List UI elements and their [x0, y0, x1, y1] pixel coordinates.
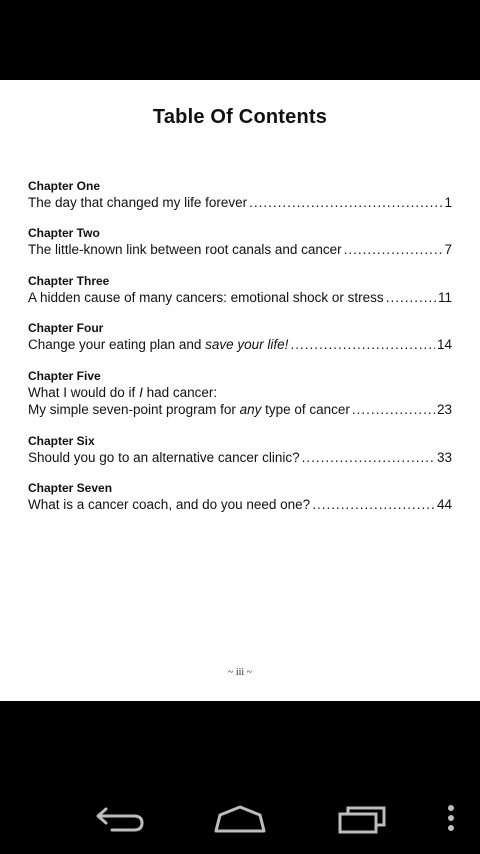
chapter-title-text: Change your eating plan and	[28, 337, 206, 352]
chapter-title: The day that changed my life forever	[28, 195, 248, 210]
chapter-title-line	[28, 449, 452, 466]
dot-leader	[352, 401, 435, 418]
chapter-title-line	[28, 401, 452, 418]
toc-entry-chapter-three[interactable]	[28, 273, 452, 306]
chapter-title-line	[28, 241, 452, 258]
recent-apps-button[interactable]	[330, 801, 394, 841]
chapter-page-number: 7	[444, 242, 452, 257]
back-button[interactable]	[88, 801, 152, 841]
chapter-label: Chapter Seven	[28, 481, 113, 495]
dot-leader	[302, 449, 435, 466]
chapter-title: What is a cancer coach, and do you need one?	[28, 497, 311, 512]
chapter-label: Chapter Four	[28, 321, 104, 335]
status-bar	[0, 0, 480, 80]
chapter-title-line	[28, 496, 452, 513]
chapter-page-number: 23	[436, 402, 452, 417]
chapter-page-number: 33	[436, 450, 452, 465]
chapter-lead-emphasis: I	[139, 385, 143, 400]
dot-leader	[312, 496, 435, 513]
chapter-page-number: 1	[444, 195, 452, 210]
chapter-page-number: 44	[436, 497, 452, 512]
book-page[interactable]	[0, 80, 480, 701]
dot-leader	[386, 289, 436, 306]
chapter-title-lead	[28, 384, 452, 401]
toc-entry-chapter-five[interactable]	[28, 368, 452, 418]
navigation-bar	[0, 701, 480, 854]
toc-entry-chapter-one[interactable]	[28, 178, 452, 211]
toc-entry-chapter-two[interactable]	[28, 225, 452, 258]
overflow-menu-button[interactable]	[436, 801, 466, 841]
chapter-title-line	[28, 289, 452, 306]
dot-leader	[290, 336, 435, 353]
recent-apps-icon	[334, 803, 390, 840]
toc-entry-chapter-seven[interactable]	[28, 480, 452, 513]
chapter-title-line	[28, 194, 452, 211]
chapter-title: Should you go to an alternative cancer clinic?	[28, 450, 300, 465]
page-number: ~ iii ~	[227, 667, 253, 678]
chapter-lead-text: What I would do if	[28, 385, 140, 400]
chapter-title-text-end: type of cancer	[261, 402, 350, 417]
chapter-title	[28, 336, 288, 353]
chapter-page-number: 14	[436, 337, 452, 352]
chapter-label: Chapter Three	[28, 274, 110, 288]
dot-leader	[249, 194, 442, 211]
page-title: Table Of Contents	[152, 106, 328, 128]
chapter-title: The little-known link between root canals and cancer	[28, 242, 342, 257]
dot-leader	[344, 241, 443, 258]
chapter-title: A hidden cause of many cancers: emotional shock or stress	[28, 290, 384, 305]
chapter-label: Chapter Two	[28, 226, 100, 240]
chapter-title	[28, 401, 350, 418]
chapter-title-text: My simple seven-point program for	[28, 402, 240, 417]
chapter-label: Chapter Six	[28, 434, 95, 448]
toc-entry-chapter-six[interactable]	[28, 433, 452, 466]
chapter-lead-text-end: had cancer:	[142, 385, 218, 400]
back-arrow-icon	[92, 803, 148, 840]
home-button[interactable]	[208, 801, 272, 841]
chapter-title-emphasis: save your life!	[205, 337, 289, 352]
chapter-label: Chapter One	[28, 179, 101, 193]
toc-entry-chapter-four[interactable]	[28, 320, 452, 353]
chapter-title-line	[28, 336, 452, 353]
chapter-page-number: 11	[437, 290, 452, 305]
chapter-title-emphasis: any	[239, 402, 262, 417]
chapter-label: Chapter Five	[28, 369, 101, 383]
home-icon	[211, 803, 269, 840]
overflow-menu-icon	[445, 804, 457, 839]
